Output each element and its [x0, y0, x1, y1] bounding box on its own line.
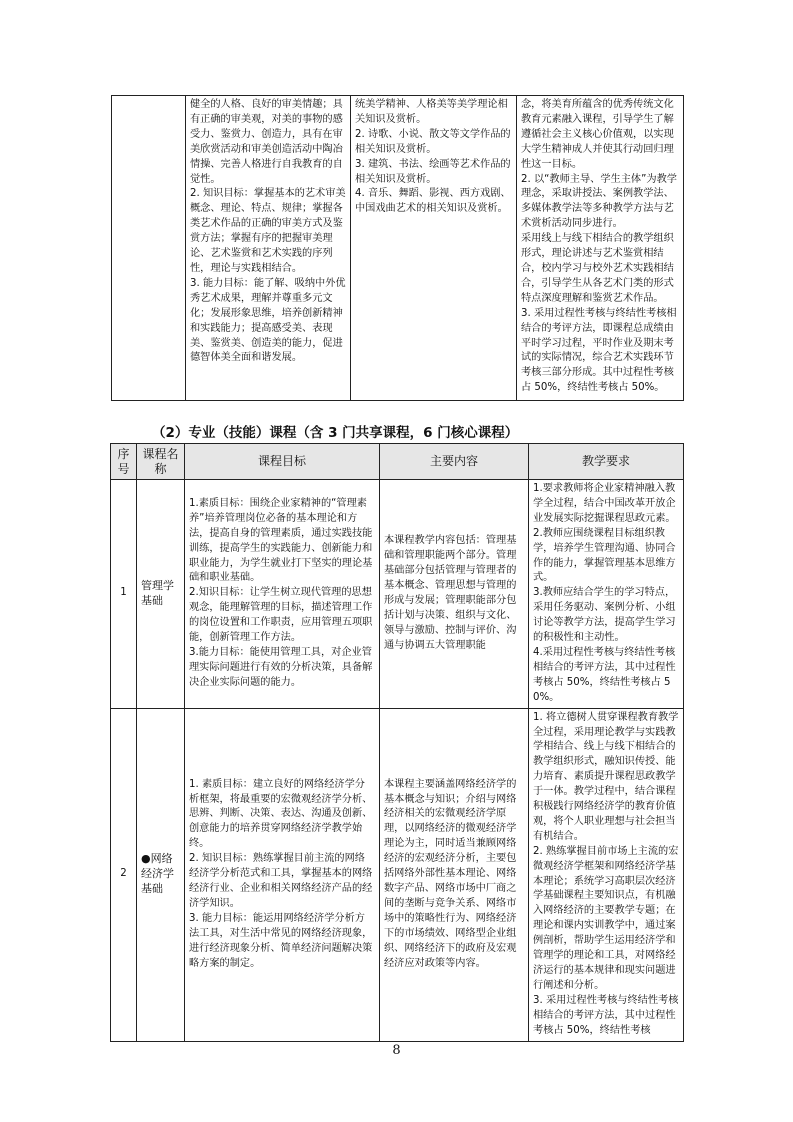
table-row	[112, 96, 684, 401]
header-no: 序号	[111, 444, 137, 480]
requirements-cell: 念，将美育所蕴含的优秀传统文化教育元素融入课程，引导学生了解遵循社会主义核心价值观，以实现大学生精神成人并使其行动回归理性这一目标。 2. 以“教师主导、学生主体”为教学理念，采取讲授法、案例教学法、多媒体教学法等多种教学方法与艺术赏析活动同步进行。 采用线上与线下相结合的教学组织形式，理论讲述与艺术鉴赏相结合，校内学习与校外艺术实践相结合，引导学生从各艺术门类的形式特点深度理解和鉴赏艺术作品。 3. 采用过程性考核与终结性考核相结合的考评方法，即课程总成绩由平时学习过程，平时作业及期末考试的实际情况，综合艺术实践环节考核三部分形成。其中过程性考核占 50%，终结性考核占 50%。	[517, 96, 684, 401]
section-heading: （2）专业（技能）课程（含 3 门共享课程，6 门核心课程）	[152, 425, 519, 441]
page-number: 8	[392, 1043, 401, 1058]
header-content: 主要内容	[380, 444, 529, 480]
table-header-row	[111, 444, 684, 480]
row-number: 2	[111, 708, 137, 1041]
content-cell: 本课程教学内容包括：管理基础和管理职能两个部分。管理基础部分包括管理与管理者的基本概念、管理思想与管理的形成与发展；管理职能部分包括计划与决策、组织与文化、领导与激励、控制与评价、沟通与协调五大管理职能	[380, 480, 529, 709]
table-row	[111, 708, 684, 1041]
course-name: 管理学基础	[137, 480, 185, 709]
content-cell: 统美学精神、人格美等美学理论相关知识及赏析。 2. 诗歌、小说、散文等文学作品的相关知识及赏析。 3. 建筑、书法、绘画等艺术作品的相关知识及赏析。 4. 音乐、舞蹈、影视、西方戏剧、中国戏曲艺术的相关知识及赏析。	[351, 96, 517, 401]
requirements-cell: 1.要求教师将企业家精神融入教学全过程，结合中国改革开放企业发展实际挖掘课程思政元素。 2.教师应围绕课程目标组织教学，培养学生管理沟通、协同合作的能力，掌握管理基本思维方式。 3.教师应结合学生的学习特点，采用任务驱动、案例分析、小组讨论等教学方法，提高学生学习的积极性和主动性。 4.采用过程性考核与终结性考核相结合的考评方法，其中过程性考核占 50%，终结性考核占 50%。	[529, 480, 684, 709]
objectives-cell: 1. 素质目标：建立良好的网络经济学分析框架，将最重要的宏微观经济学分析、思辨、判断、决策、表达、沟通及创新、创意能力的培养贯穿网络经济学教学始终。 2. 知识目标：熟练掌握目前主流的网络经济学分析范式和工具，掌握基本的网络经济行业、企业和相关网络经济产品的经济学知识。 3. 能力目标：能运用网络经济学分析方法工具，对生活中常见的网络经济现象，进行经济现象分析、简单经济问题解决策略方案的制定。	[185, 708, 380, 1041]
header-name: 课程名称	[137, 444, 185, 480]
requirements-cell: 1. 将立德树人贯穿课程教育教学全过程，采用理论教学与实践教学相结合、线上与线下相结合的教学组织形式，融知识传授、能力培育、素质提升课程思政教学于一体。教学过程中，结合课程积极践行网络经济学的教育价值观，将个人职业理想与社会担当有机结合。 2. 熟练掌握目前市场上主流的宏微观经济学框架和网络经济学基本理论；系统学习高职层次经济学基础课程主要知识点，有机融入网络经济的主要教学专题；在理论和课内实训教学中，通过案例剖析，帮助学生运用经济学和管理学的理论和工具，对网络经济运行的基本规律和现实问题进行阐述和分析。 3. 采用过程性考核与终结性考核相结合的考评方法，其中过程性考核占 50%，终结性考核	[529, 708, 684, 1041]
content-cell: 本课程主要涵盖网络经济学的基本概念与知识；介绍与网络经济相关的宏微观经济学原理，以网络经济的微观经济学理论为主，同时适当兼顾网络经济的宏观经济分析，主要包括网络外部性基本理论、网络数字产品、网络市场中厂商之间的垄断与竞争关系、网络市场中的策略性行为、网络经济下的市场绩效、网络型企业组织、网络经济下的政府及宏观经济应对政策等内容。	[380, 708, 529, 1041]
course-name: ●网络经济学基础	[137, 708, 185, 1041]
objectives-cell: 1.素质目标：围绕企业家精神的“管理素养”培养管理岗位必备的基本理论和方法，提高自身的管理素质，通过实践技能训练，提高学生的实践能力、创新能力和职业能力，为学生就业打下坚实的理论基础和职业基础。 2.知识目标：让学生树立现代管理的思想观念，能理解管理的目标，描述管理工作的岗位设置和工作职责，应用管理五项职能，创新管理工作方法。 3.能力目标：能使用管理工具，对企业管理实际问题进行有效的分析决策，具备解决企业实际问题的能力。	[185, 480, 380, 709]
header-objectives: 课程目标	[185, 444, 380, 480]
objectives-cell: 健全的人格、良好的审美情趣；具有正确的审美观，对美的事物的感受力、鉴赏力、创造力，具有在审美欣赏活动和审美创造活动中陶冶情操、完善人格进行自我教育的自觉性。 2. 知识目标：掌握基本的艺术审美概念、理论、特点、规律；掌握各类艺术作品的正确的审美方式及鉴赏方法；掌握有序的把握审美理论、艺术鉴赏和艺术实践的序列性，理论与实践相结合。 3. 能力目标：能了解、吸纳中外优秀艺术成果，理解并尊重多元文化；发展形象思维，培养创新精神和实践能力；提高感受美、表现美、鉴赏美、创造美的能力，促进德智体美全面和谐发展。	[186, 96, 351, 401]
header-requirements: 教学要求	[529, 444, 684, 480]
table-row	[111, 480, 684, 709]
table-cell-empty	[112, 96, 186, 401]
continued-course-table	[111, 95, 684, 401]
row-number: 1	[111, 480, 137, 709]
professional-course-table	[110, 443, 684, 1042]
